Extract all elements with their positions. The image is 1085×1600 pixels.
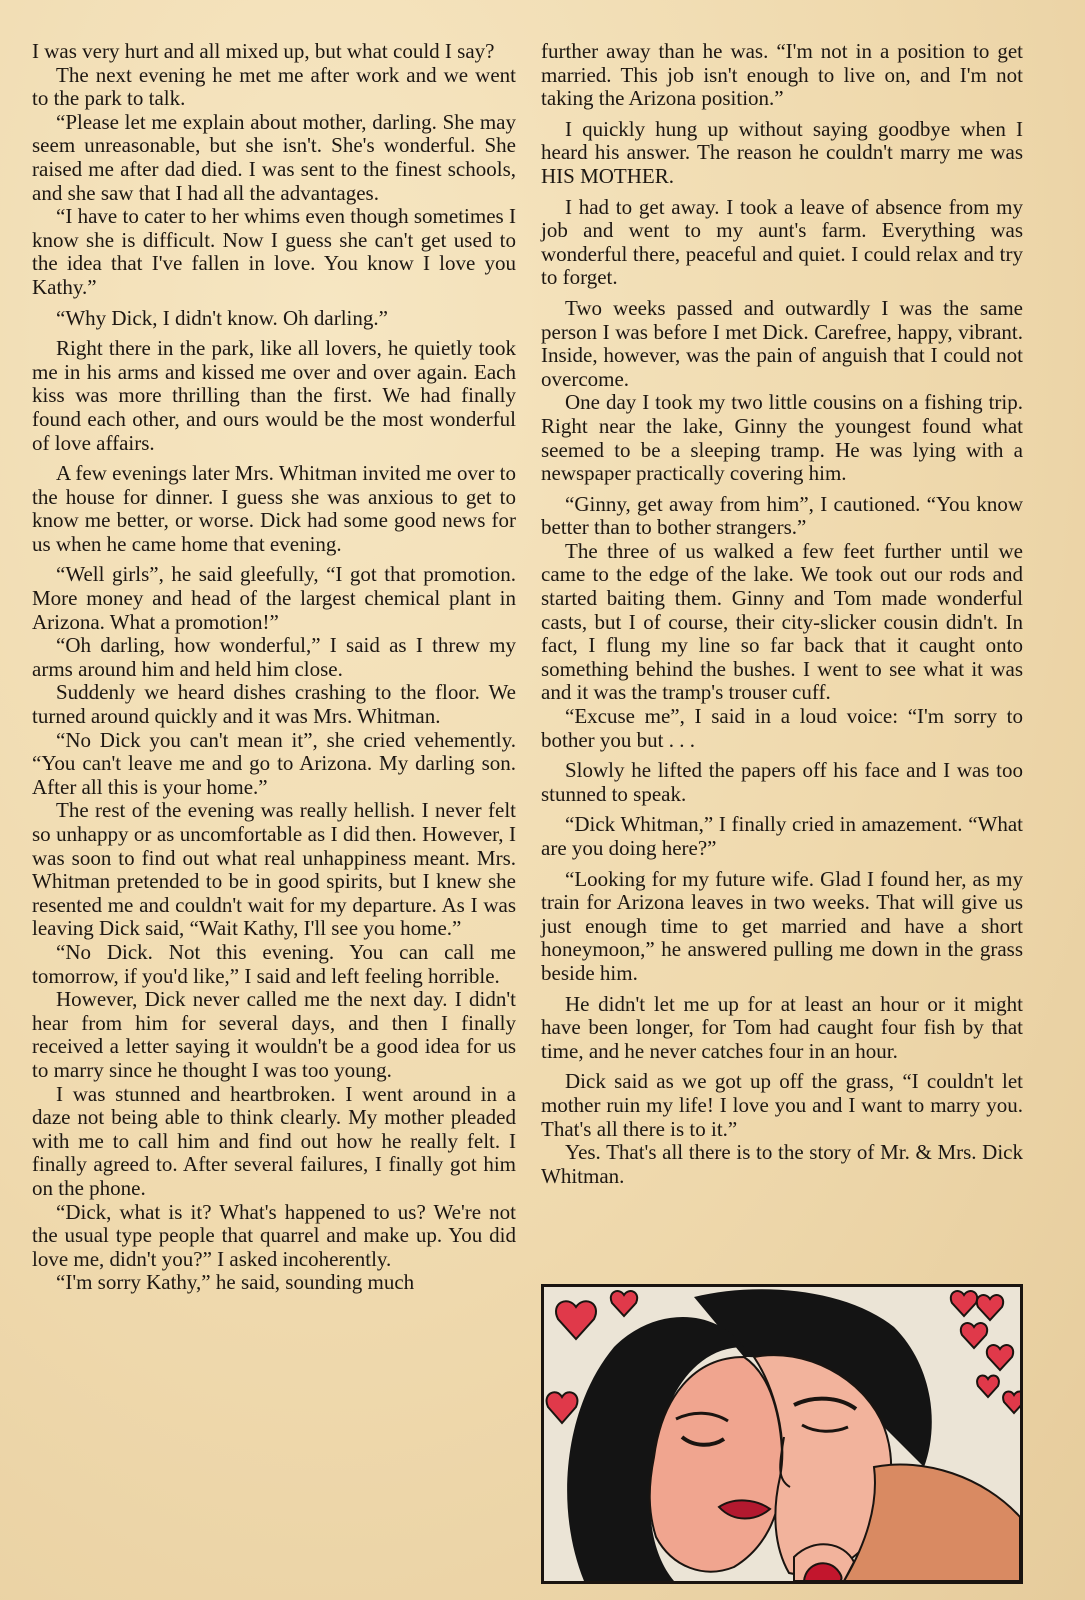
paragraph: The rest of the evening was really hellish. I never felt so unhappy or as uncomfortable as I did then. However, I was soon to find out what real unhappiness meant. Mrs. Whitman pretended to be in good spirits, but I knew she resented me and couldn't wait for my departure. As I was leaving Dick said, “Wait Kathy, I'll see you home.” <box>32 798 516 941</box>
paragraph: However, Dick never called me the next day. I didn't hear from him for several days, and then I finally received a letter saying it wouldn't be a good idea for us to marry since he thought I was too young. <box>32 987 516 1082</box>
paragraph: “Dick Whitman,” I finally cried in amazement. “What are you doing here?” <box>541 812 1023 860</box>
paragraph: “No Dick. Not this evening. You can call me tomorrow, if you'd like,” I said and left feeling horrible. <box>32 939 516 988</box>
paragraph: Dick said as we got up off the grass, “I couldn't let mother ruin my life! I love you and I want to marry you. That's all there is to it.” <box>541 1069 1023 1141</box>
paragraph: I had to get away. I took a leave of absence from my job and went to my aunt's farm. Everything was wonderful there, peaceful and quiet. I could relax and try to forget. <box>541 194 1023 290</box>
paragraph: Two weeks passed and outwardly I was the same person I was before I met Dick. Carefree, happy, vibrant. Inside, however, was the pain of anguish that I could not overcome. <box>541 295 1023 391</box>
paragraph: “Looking for my future wife. Glad I found her, as my train for Arizona leaves in two weeks. That will give us just enough time to get married and have a short honeymoon,” he answered pulling me down in the grass beside him. <box>541 866 1023 985</box>
paragraph: The next evening he met me after work and we went to the park to talk. <box>32 62 516 111</box>
paragraph: further away than he was. “I'm not in a position to get married. This job isn't enough to live on, and I'm not taking the Arizona position.” <box>541 39 1023 111</box>
paragraph: I quickly hung up without saying goodbye when I heard his answer. The reason he couldn't marry me was HIS MOTHER. <box>541 116 1023 188</box>
paragraph: “I'm sorry Kathy,” he said, sounding much <box>56 1270 415 1295</box>
paragraph: “Please let me explain about mother, darling. She may seem unreasonable, but she isn't. She's wonderful. She raised me after dad died. I was sent to the finest schools, and she saw that I had all the advantages. <box>32 109 516 205</box>
left-text-column <box>32 40 516 1295</box>
paragraph: I was very hurt and all mixed up, but what could I say? <box>32 39 495 63</box>
paragraph: “Dick, what is it? What's happened to us? We're not the usual type people that quarrel and make up. You did love me, didn't you?” I asked incoherently. <box>32 1199 516 1271</box>
paragraph: “No Dick you can't mean it”, she cried vehemently. “You can't leave me and go to Arizona. My darling son. After all this is your home.” <box>32 727 516 799</box>
paragraph: Slowly he lifted the papers off his face and I was too stunned to speak. <box>541 758 1023 806</box>
paragraph: The three of us walked a few feet further until we came to the edge of the lake. We took out our rods and started baiting them. Ginny and Tom made wonderful casts, but I of course, their city-slicker cousin didn't. In fact, I flung my line so far back that it caught onto something behind the bushes. I went to see what it was and it was the tramp's trouser cuff. <box>541 538 1023 705</box>
kiss-illustration-panel <box>541 1284 1023 1584</box>
paragraph: “I have to cater to her whims even though sometimes I know she is difficult. Now I guess she can't get used to the idea that I've fallen in love. You know I love you Kathy.” <box>32 204 516 299</box>
paragraph: He didn't let me up for at least an hour or it might have been longer, for Tom had caught four fish by that time, and he never catches four in an hour. <box>541 991 1023 1063</box>
paragraph: One day I took my two little cousins on a fishing trip. Right near the lake, Ginny the youngest found what seemed to be a sleeping tramp. He was lying with a newspaper practically covering him. <box>541 390 1023 486</box>
paragraph: “Oh darling, how wonderful,” I said as I threw my arms around him and held him close. <box>32 633 516 681</box>
paragraph: Suddenly we heard dishes crashing to the floor. We turned around quickly and it was Mrs. Whitman. <box>32 680 516 729</box>
paragraph: “Why Dick, I didn't know. Oh darling.” <box>56 305 388 330</box>
paragraph: I was stunned and heartbroken. I went around in a daze not being able to think clearly. My mother pleaded with me to call him and find out how he really felt. I finally agreed to. After several failures, I finally got him on the phone. <box>32 1081 516 1200</box>
paragraph: A few evenings later Mrs. Whitman invited me over to the house for dinner. I guess she was anxious to get to know me better, or worse. Dick had some good news for us when he came home that evening. <box>32 461 516 556</box>
paragraph: “Well girls”, he said gleefully, “I got that promotion. More money and head of the largest chemical plant in Arizona. What a promotion!” <box>32 562 516 634</box>
paragraph: Right there in the park, like all lovers, he quietly took me in his arms and kissed me over and over again. Each kiss was more thrilling than the first. We had finally found each other, and ours would be the most wonderful of love affairs. <box>32 336 516 455</box>
paragraph: “Excuse me”, I said in a loud voice: “I'm sorry to bother you but . . . <box>541 704 1023 752</box>
paragraph: Yes. That's all there is to the story of Mr. & Mrs. Dick Whitman. <box>541 1140 1023 1188</box>
paragraph: “Ginny, get away from him”, I cautioned. “You know better than to bother strangers.” <box>541 491 1023 540</box>
kiss-illustration <box>544 1287 1020 1581</box>
right-text-column <box>541 40 1023 1188</box>
